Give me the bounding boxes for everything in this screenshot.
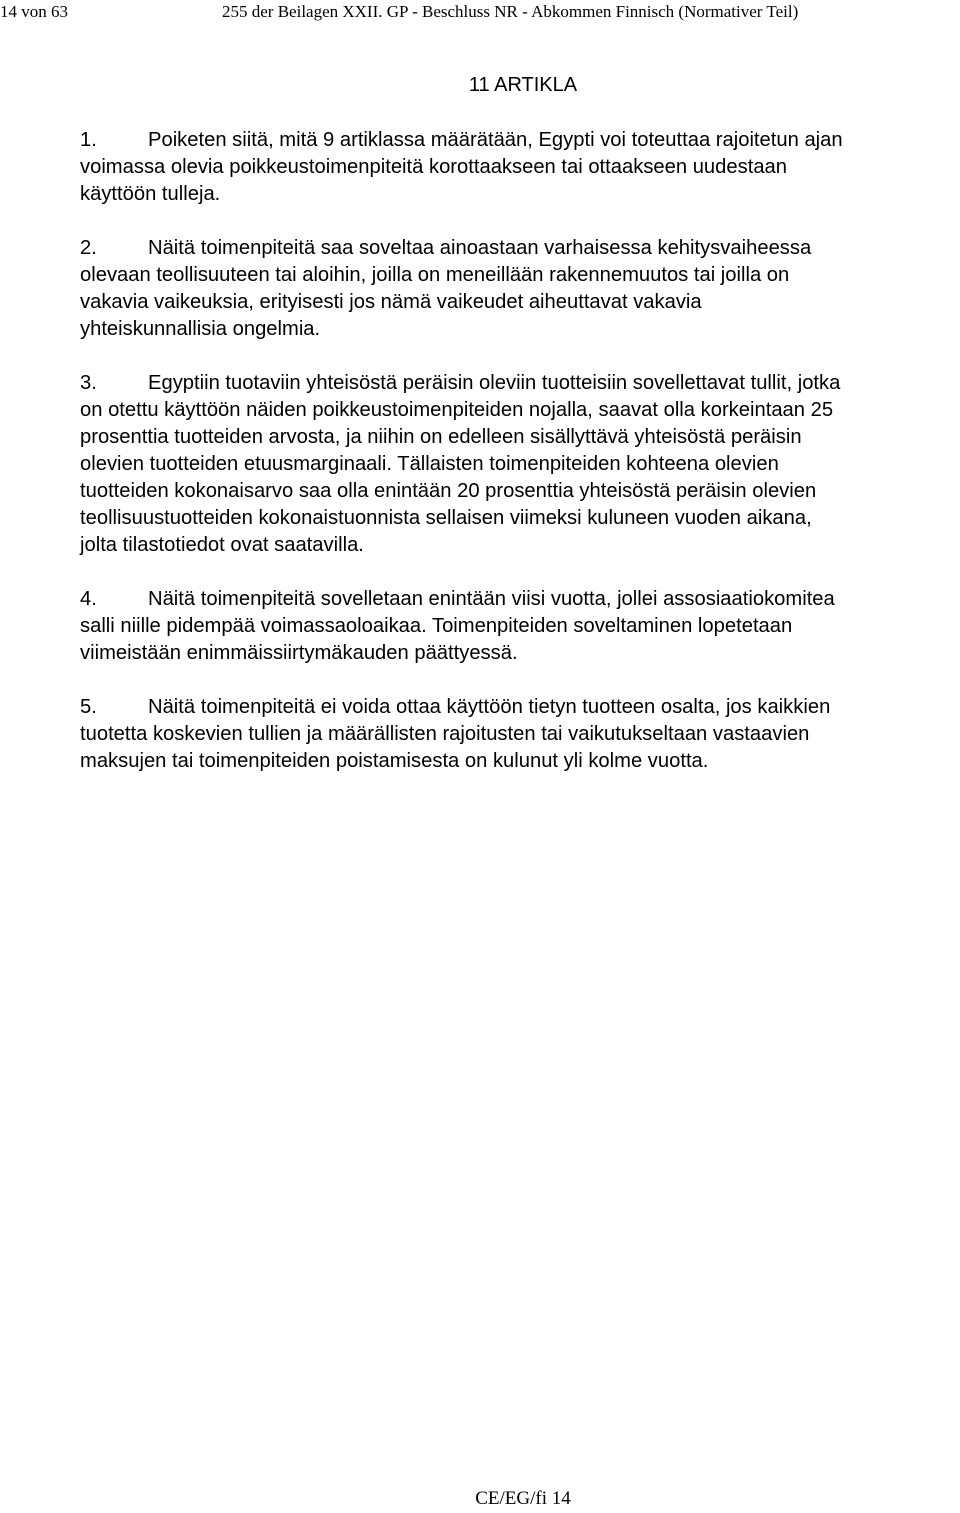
paragraph-line <box>80 370 960 397</box>
page-header <box>0 1 960 27</box>
paragraph-text: Egyptiin tuotaviin yhteisöstä peräisin oleviin tuotteisiin sovellettavat tullit, jotka <box>148 372 841 394</box>
paragraph-2 <box>80 235 960 343</box>
paragraph-text: Poiketen siitä, mitä 9 artiklassa määrätään, Egypti voi toteuttaa rajoitetun ajan <box>148 129 843 151</box>
article-heading: 11 ARTIKLA <box>468 74 578 96</box>
paragraph-line: olevaan teollisuuteen tai aloihin, joilla on meneillään rakennemuutos tai joilla on <box>80 264 790 286</box>
paragraph-text: Näitä toimenpiteitä ei voida ottaa käyttöön tietyn tuotteen osalta, jos kaikkien <box>148 696 831 718</box>
page-footer: CE/EG/fi 14 <box>475 1488 571 1509</box>
paragraph-line: olevien tuotteiden etuusmarginaali. Tällaisten toimenpiteiden kohteena olevien <box>80 453 779 475</box>
paragraph-text: Näitä toimenpiteitä saa soveltaa ainoastaan varhaisessa kehitysvaiheessa <box>148 237 812 259</box>
page-number: 14 von 63 <box>0 2 68 21</box>
paragraph-1 <box>80 127 960 208</box>
paragraph-line: tuotteiden kokonaisarvo saa olla enintään 20 prosenttia yhteisöstä peräisin olevien <box>80 480 817 502</box>
paragraph-line: maksujen tai toimenpiteiden poistamisesta on kulunut yli kolme vuotta. <box>80 750 709 772</box>
paragraph-line <box>80 235 960 262</box>
paragraph-line <box>80 586 960 613</box>
paragraph-number: 1. <box>80 129 97 151</box>
paragraph-5 <box>80 694 960 775</box>
paragraph-line: on otettu käyttöön näiden poikkeustoimenpiteiden nojalla, saavat olla korkeintaan 25 <box>80 399 834 421</box>
document-title: 255 der Beilagen XXII. GP - Beschluss NR - Abkommen Finnisch (Normativer Teil) <box>222 2 799 21</box>
paragraph-line: salli niille pidempää voimassaoloaikaa. Toimenpiteiden soveltaminen lopetetaan <box>80 615 793 637</box>
paragraph-line <box>80 127 960 154</box>
paragraph-number: 2. <box>80 237 97 259</box>
paragraph-line <box>80 694 960 721</box>
paragraph-4 <box>80 586 960 667</box>
paragraph-line: viimeistään enimmäissiirtymäkauden päättyessä. <box>80 642 518 664</box>
article-body <box>80 127 960 802</box>
paragraph-line: käyttöön tulleja. <box>80 183 221 205</box>
paragraph-3 <box>80 370 960 559</box>
paragraph-line: tuotetta koskevien tullien ja määrällisten rajoitusten tai vaikutukseltaan vastaavien <box>80 723 810 745</box>
paragraph-line: teollisuustuotteiden kokonaistuonnista sellaisen viimeksi kuluneen vuoden aikana, <box>80 507 812 529</box>
paragraph-line: voimassa olevia poikkeustoimenpiteitä korottaakseen tai ottaakseen uudestaan <box>80 156 787 178</box>
paragraph-text: Näitä toimenpiteitä sovelletaan enintään viisi vuotta, jollei assosiaatiokomitea <box>148 588 835 610</box>
paragraph-number: 4. <box>80 588 97 610</box>
paragraph-number: 5. <box>80 696 97 718</box>
paragraph-line: vakavia vaikeuksia, erityisesti jos nämä vaikeudet aiheuttavat vakavia <box>80 291 702 313</box>
paragraph-line: jolta tilastotiedot ovat saatavilla. <box>80 534 364 556</box>
paragraph-line: yhteiskunnallisia ongelmia. <box>80 318 321 340</box>
paragraph-line: prosenttia tuotteiden arvosta, ja niihin on edelleen sisällyttävä yhteisöstä peräisin <box>80 426 802 448</box>
paragraph-number: 3. <box>80 372 97 394</box>
